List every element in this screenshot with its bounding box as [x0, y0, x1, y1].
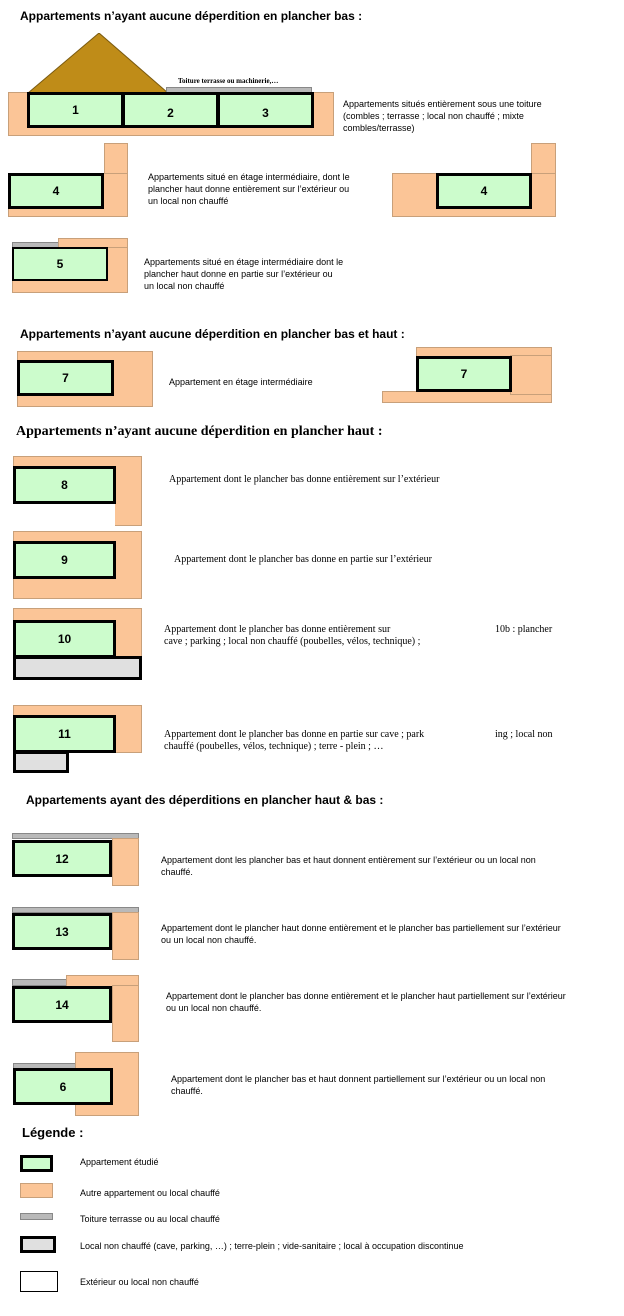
apartment-11: 11 [13, 715, 116, 753]
description-10-line1: Appartement dont le plancher bas donne entièrement sur [164, 624, 391, 635]
description-10b: 10b : plancher [495, 624, 553, 635]
legend-label-unheated: Local non chauffé (cave, parking, …) ; terre-plein ; vide-sanitaire ; local à occupation discontinue [80, 1241, 464, 1251]
exterior-area [13, 503, 115, 527]
apartment-12: 12 [12, 840, 112, 877]
heated-block [112, 838, 139, 886]
apartment-4: 4 [8, 173, 104, 209]
description-10 [164, 624, 424, 648]
legend-label-heated: Autre appartement ou local chauffé [80, 1188, 220, 1198]
legend-label-exterior: Extérieur ou local non chauffé [80, 1277, 199, 1287]
description-14: Appartement dont le plancher bas donne entièrement et le plancher haut partiellement sur l’extérieur ou un local non chauffé. [166, 991, 566, 1013]
apartment-5: 5 [12, 247, 108, 281]
legend-swatch-unheated [20, 1236, 56, 1253]
apartment-7-variant: 7 [416, 356, 512, 392]
apartment-10: 10 [13, 620, 116, 658]
description-9: Appartement dont le plancher bas donne en partie sur l’extérieur [174, 554, 432, 565]
legend-swatch-exterior [20, 1271, 58, 1292]
pitched-roof [28, 33, 170, 95]
legend-swatch-studied [20, 1155, 53, 1172]
legend-title: Légende : [22, 1125, 84, 1140]
apartment-8: 8 [13, 466, 116, 504]
apartment-7: 7 [17, 360, 114, 396]
section-title-no-loss-floor-ceiling: Appartements n’ayant aucune déperdition en plancher bas et haut : [20, 327, 405, 341]
description-12: Appartement dont les plancher bas et haut donnent entièrement sur l’extérieur ou un local non chauffé. [161, 855, 536, 877]
description-11-line2: chauffé (poubelles, vélos, technique) ; terre - plein ; … [164, 741, 384, 752]
description-5: Appartements situé en étage intermédiaire dont le plancher haut donne en partie sur l’extérieur ou un local non chauffé [144, 257, 344, 291]
apartment-14: 14 [12, 986, 112, 1023]
description-4: Appartements situé en étage intermédiaire, dont le plancher haut donne entièrement sur l’extérieur ou un local non chauffé [148, 172, 350, 206]
description-11 [164, 729, 464, 753]
section-title-no-loss-ceiling: Appartements n’ayant aucune déperdition en plancher haut : [16, 424, 383, 439]
roof-label: Toiture terrasse ou machinerie,… [178, 77, 279, 85]
apartment-13: 13 [12, 913, 112, 950]
heated-block [112, 912, 139, 960]
legend-label-studied: Appartement étudié [80, 1157, 159, 1167]
description-10-line2: cave ; parking ; local non chauffé (poubelles, vélos, technique) ; [164, 636, 421, 647]
apartment-3: 3 [217, 92, 314, 128]
heated-block [112, 985, 139, 1042]
description-13: Appartement dont le plancher haut donne entièrement et le plancher bas partiellement sur l’extérieur ou un local non chauffé. [161, 923, 561, 945]
apartment-6: 6 [13, 1068, 113, 1105]
description-1-2-3: Appartements situés entièrement sous une toiture (combles ; terrasse ; local non chauffé ; mixte combles/terrasse) [343, 99, 542, 133]
description-6: Appartement dont le plancher bas et haut donnent partiellement sur l’extérieur ou un local non chauffé. [171, 1074, 546, 1096]
description-7: Appartement en étage intermédiaire [169, 377, 313, 387]
heated-block [104, 143, 128, 177]
description-11-line1: Appartement dont le plancher bas donne en partie sur cave ; park [164, 729, 425, 740]
apartment-2: 2 [122, 92, 219, 128]
legend-swatch-heated [20, 1183, 53, 1198]
apartment-1: 1 [27, 92, 124, 128]
flat-roof [12, 979, 67, 986]
unheated-room-below [13, 751, 69, 773]
description-8: Appartement dont le plancher bas donne entièrement sur l’extérieur [169, 474, 440, 485]
section-title-loss-floor-ceiling: Appartements ayant des déperditions en plancher haut & bas : [26, 793, 384, 807]
unheated-room-below [13, 656, 142, 680]
apartment-4-variant: 4 [436, 173, 532, 209]
heated-block [531, 143, 556, 177]
legend-label-roof: Toiture terrasse ou au local chauffé [80, 1214, 220, 1224]
section-title-no-loss-floor: Appartements n’ayant aucune déperdition en plancher bas : [20, 9, 363, 23]
legend-swatch-roof [20, 1213, 53, 1220]
apartment-9: 9 [13, 541, 116, 579]
heated-block [510, 355, 552, 395]
description-11b: ing ; local non [495, 729, 553, 740]
